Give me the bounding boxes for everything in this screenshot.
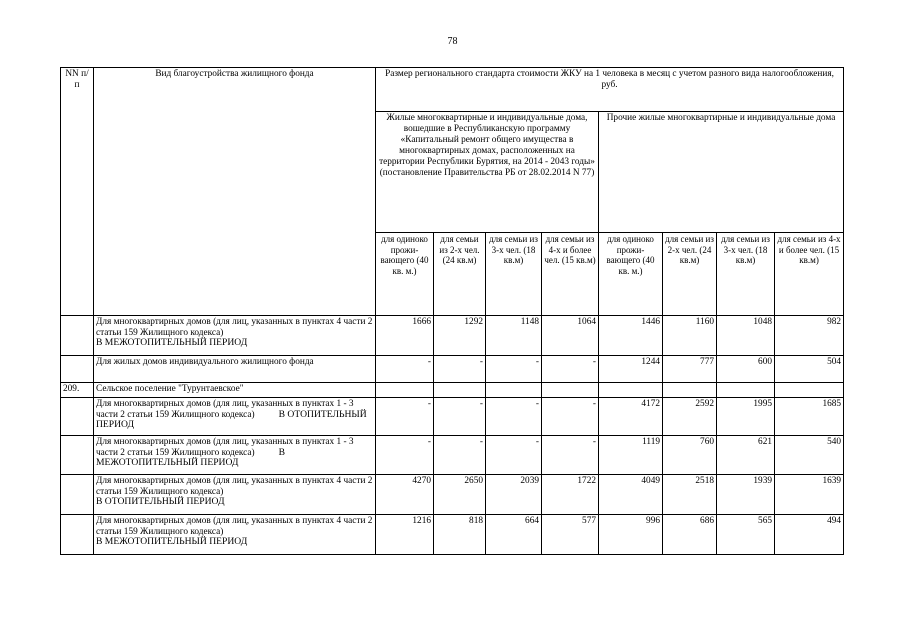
table-row [61, 356, 844, 383]
value-cell [376, 383, 434, 398]
value-cell: 4172 [599, 398, 663, 436]
value-cell: 1722 [542, 475, 599, 515]
header-group-program: Жилые многоквартирные и индивидуальные дома, вошедшие в Республиканскую программу «Капитальный ремонт общего имущества в многоквартирных домах, расположенных на территории Республики Бурятия, на 2014 - 2043 годы» (постановление Правительства РБ от 28.02.2014 N 77) [376, 112, 599, 233]
row-description [94, 515, 376, 555]
value-cell: 494 [775, 515, 844, 555]
header-group-other: Прочие жилые многоквартирные и индивидуальные дома [599, 112, 844, 233]
value-cell: - [542, 356, 599, 383]
row-period: В ОТОПИТЕЛЬНЫЙ ПЕРИОД [96, 408, 367, 430]
value-cell: 760 [663, 436, 717, 475]
value-cell: 1119 [599, 436, 663, 475]
table-row [61, 436, 844, 475]
value-cell: 2039 [486, 475, 542, 515]
value-cell: 982 [775, 316, 844, 356]
row-desc-text: Для многоквартирных домов (для лиц, указанных в пунктах 1 - 3 части 2 статьи 159 Жилищного кодекса) [96, 437, 354, 458]
row-desc-text: Для многоквартирных домов (для лиц, указанных в пунктах 4 части 2 статьи 159 Жилищного кодекса) [96, 476, 373, 497]
value-cell: 577 [542, 515, 599, 555]
row-desc-text: Для многоквартирных домов (для лиц, указанных в пунктах 1 - 3 части 2 статьи 159 Жилищного кодекса) [96, 399, 354, 420]
value-cell: 1244 [599, 356, 663, 383]
row-description [94, 383, 376, 398]
value-cell: 818 [434, 515, 486, 555]
row-period: В МЕЖОТОПИТЕЛЬНЫЙ ПЕРИОД [96, 337, 248, 348]
value-cell: 1666 [376, 316, 434, 356]
value-cell: 1685 [775, 398, 844, 436]
value-cell: 1446 [599, 316, 663, 356]
table-row [61, 515, 844, 555]
value-cell: 1939 [717, 475, 775, 515]
value-cell: - [376, 398, 434, 436]
page-number: 78 [447, 36, 458, 47]
subheader-cell: для семьи из 4-х и более чел. (15 кв.м) [542, 233, 599, 316]
value-cell: 621 [717, 436, 775, 475]
row-number [61, 316, 94, 356]
value-cell: - [486, 398, 542, 436]
value-cell: 1639 [775, 475, 844, 515]
header-vid: Вид благоустройства жилищного фонда [94, 68, 376, 316]
table-row [61, 475, 844, 515]
header-row-top [61, 68, 844, 112]
row-number: 209. [61, 383, 94, 398]
value-cell: - [486, 356, 542, 383]
row-description [94, 316, 376, 356]
subheader-cell: для семьи из 2-х чел. (24 кв.м) [434, 233, 486, 316]
row-description [94, 475, 376, 515]
value-cell: 504 [775, 356, 844, 383]
row-number [61, 398, 94, 436]
row-number [61, 356, 94, 383]
value-cell [775, 383, 844, 398]
row-description [94, 436, 376, 475]
subheader-cell: для семьи из 4-х и более чел. (15 кв.м) [775, 233, 844, 316]
value-cell: 540 [775, 436, 844, 475]
table-row-section [61, 383, 844, 398]
row-description [94, 398, 376, 436]
value-cell: - [542, 436, 599, 475]
row-period: В МЕЖОТОПИТЕЛЬНЫЙ ПЕРИОД [96, 536, 248, 547]
value-cell: 2518 [663, 475, 717, 515]
row-desc-text: Для жилых домов индивидуального жилищного фонда [96, 357, 314, 367]
value-cell [486, 383, 542, 398]
value-cell: - [376, 436, 434, 475]
value-cell: 600 [717, 356, 775, 383]
header-top: Размер регионального стандарта стоимости ЖКУ на 1 человека в месяц с учетом разного вида налогообложения, руб. [376, 68, 844, 112]
value-cell: - [486, 436, 542, 475]
value-cell: - [434, 398, 486, 436]
header-nn: NN п/п [61, 68, 94, 316]
value-cell [663, 383, 717, 398]
value-cell: 1048 [717, 316, 775, 356]
subheader-cell: для семьи из 3-х чел. (18 кв.м) [717, 233, 775, 316]
value-cell [717, 383, 775, 398]
row-description [94, 356, 376, 383]
subheader-cell: для одиноко прожи-вающего (40 кв. м.) [599, 233, 663, 316]
value-cell: 2650 [434, 475, 486, 515]
row-period: В ОТОПИТЕЛЬНЫЙ ПЕРИОД [96, 496, 225, 507]
row-number [61, 515, 94, 555]
subheader-cell: для одиноко прожи-вающего (40 кв. м.) [376, 233, 434, 316]
value-cell [599, 383, 663, 398]
row-desc-text: Для многоквартирных домов (для лиц, указанных в пунктах 4 части 2 статьи 159 Жилищного кодекса) [96, 516, 373, 537]
value-cell: 565 [717, 515, 775, 555]
row-number [61, 475, 94, 515]
value-cell [542, 383, 599, 398]
value-cell: 1148 [486, 316, 542, 356]
value-cell: 1216 [376, 515, 434, 555]
table-row [61, 316, 844, 356]
value-cell: 777 [663, 356, 717, 383]
value-cell: 1160 [663, 316, 717, 356]
row-number [61, 436, 94, 475]
table-row [61, 398, 844, 436]
row-period: В МЕЖОТОПИТЕЛЬНЫЙ ПЕРИОД [96, 446, 286, 468]
value-cell: - [434, 436, 486, 475]
value-cell [434, 383, 486, 398]
value-cell: 2592 [663, 398, 717, 436]
value-cell: 1292 [434, 316, 486, 356]
value-cell: 4270 [376, 475, 434, 515]
value-cell: 996 [599, 515, 663, 555]
value-cell: 664 [486, 515, 542, 555]
value-cell: 686 [663, 515, 717, 555]
tariff-table [60, 67, 844, 555]
subheader-cell: для семьи из 3-х чел. (18 кв.м) [486, 233, 542, 316]
value-cell: - [542, 398, 599, 436]
value-cell: 4049 [599, 475, 663, 515]
value-cell: 1064 [542, 316, 599, 356]
value-cell: - [376, 356, 434, 383]
value-cell: 1995 [717, 398, 775, 436]
row-desc-text: Для многоквартирных домов (для лиц, указанных в пунктах 4 части 2 статьи 159 Жилищного кодекса) [96, 317, 373, 338]
row-desc-text: Сельское поселение "Турунтаевское" [96, 384, 244, 394]
value-cell: - [434, 356, 486, 383]
subheader-cell: для семьи из 2-х чел. (24 кв.м) [663, 233, 717, 316]
